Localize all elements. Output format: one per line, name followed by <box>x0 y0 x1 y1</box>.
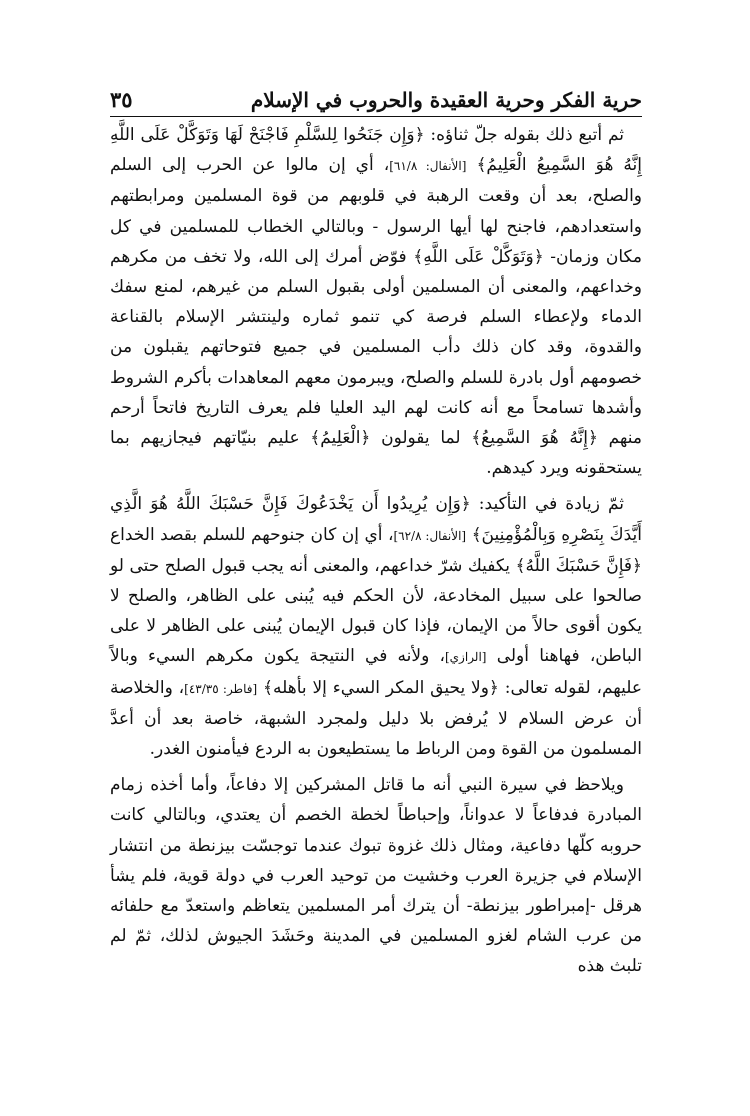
verse-reference: [الأنفال: ٦١/٨] <box>389 159 467 174</box>
quran-verse: ﴿وَتَوَكَّلْ عَلَى اللَّهِ﴾ <box>413 246 544 267</box>
text-segment: لما يقولون <box>370 428 472 449</box>
quran-verse: ﴿ولا يحيق المكر السيء إلا بأهله﴾ <box>263 677 499 698</box>
paragraph-3 <box>110 770 642 981</box>
page-header <box>110 76 642 117</box>
quran-verse: ﴿وَإِن جَنَحُوا لِلسَّلْمِ فَاجْنَحْ لَهَا وَتَوَكَّلْ عَلَى اللَّهِ إِنَّهُ هُوَ السَّمِيعُ الْعَلِيمُ﴾ <box>110 125 642 176</box>
quran-verse: ﴿إِنَّهُ هُوَ السَّمِيعُ﴾ <box>471 428 598 449</box>
quran-verse: ﴿فَإِنَّ حَسْبَكَ اللَّهُ﴾ <box>515 555 642 576</box>
text-segment: فوّض أمرك إلى الله، ولا تخف من مكرهم وخداعهم، والمعنى أن المسلمين أولى بقبول السلم من غيرهم، لمنع سفك الدماء ولإعطاء السلم فرصة كي تنمو ثماره ولينتشر الإسلام بالقناعة والقدوة، وقد كان ذلك دأب المسلمين في جميع فتوحاتهم يقبلون من خصومهم أول بادرة للسلم والصلح، ويبرمون معهم المعاهدات بأكرم الشروط وأشدها تسامحاً مع أنه كانت لهم اليد العليا فلم يعرف التاريخ فاتحاً أرحم منهم <box>110 246 642 449</box>
verse-reference: [الأنفال: ٦٢/٨] <box>393 528 467 543</box>
text-segment: ثم أتبع ذلك بقوله جلّ ثناؤه: <box>424 125 624 145</box>
paragraph-1 <box>110 120 642 483</box>
quran-verse: ﴿وَإِن يُرِيدُوا أَن يَخْدَعُوكَ فَإِنَّ حَسْبَكَ اللَّهُ هُوَ الَّذِي أَيَّدَكَ بِنَصْرِهِ وَبِالْمُؤْمِنِينَ﴾ <box>110 494 642 545</box>
quran-verse: ﴿الْعَلِيمُ﴾ <box>310 428 371 449</box>
text-segment: ويلاحظ في سيرة النبي أنه ما قاتل المشركين إلا دفاعاً، وأما أخذه زمام المبادرة فدفاعاً لا عدواناً، وإحباطاً لخطة الخصم أن يعتدي، وبالتالي كانت حروبه كلّها دفاعية، ومثال ذلك غزوة تبوك عندما توجسّت بيزنطة من انتشار الإسلام في جزيرة العرب وخشيت من توحيد العرب في دولة قوية، فلم يشأ هرقل -إمبراطور بيزنطة- أن يترك أمر المسلمين يتعاظم واستعدّ مع حلفائه من عرب الشام لغزو المسلمين في المدينة وحَشَدَ الجيوش لذلك، ثمّ لم تلبث هذه <box>110 775 642 977</box>
text-segment: عليم بنيّاتهم فيجازيهم بما يستحقونه ويرد كيدهم. <box>110 428 642 479</box>
running-title: حرية الفكر وحرية العقيدة والحروب في الإسلام <box>250 88 642 112</box>
text-segment: ، أي إن مالوا عن الحرب إلى السلم والصلح، بعد أن وقعت الرهبة في قلوبهم من قوة المسلمين ومرابطتهم واستعدادهم، فاجنح لها أيها الرسول - وبالتالي الخطاب للمسلمين في كل مكان وزمان- <box>110 155 642 267</box>
source-reference: [الرازي] <box>444 650 487 665</box>
text-segment: ، ولأنه في النتيجة يكون مكرهم السيء وبالاً عليهم، لقوله تعالى: <box>110 646 643 698</box>
page-number: ٣٥ <box>110 87 133 112</box>
verse-reference: [فاطر: ٤٣/٣٥] <box>184 681 258 696</box>
page-body <box>110 120 642 988</box>
text-segment: ثمّ زيادة في التأكيد: <box>470 494 624 515</box>
text-segment: ، والخلاصة أن عرض السلام لا يُرفض بلا دليل ولمجرد الشبهة، خاصة بعد أن أعدَّ المسلمون من القوة ومن الرباط ما يستطيعون به الردع فيأمنون الغدر. <box>110 677 642 760</box>
text-segment: ، أي إن كان جنوحهم للسلم بقصد الخداع <box>110 524 394 545</box>
text-segment: يكفيك شرّ خداعهم، والمعنى أنه يجب قبول الصلح حتى لو صالحوا على سبيل المخادعة، لأن الحكم فيه يُبنى على الظاهر، والصلح لا يكون أقوى حالاً من الإيمان، فإذا كان قبول الإيمان يُبنى على الظاهر لا على الباطن، فهاهنا أولى <box>110 555 642 667</box>
paragraph-2 <box>110 489 642 764</box>
